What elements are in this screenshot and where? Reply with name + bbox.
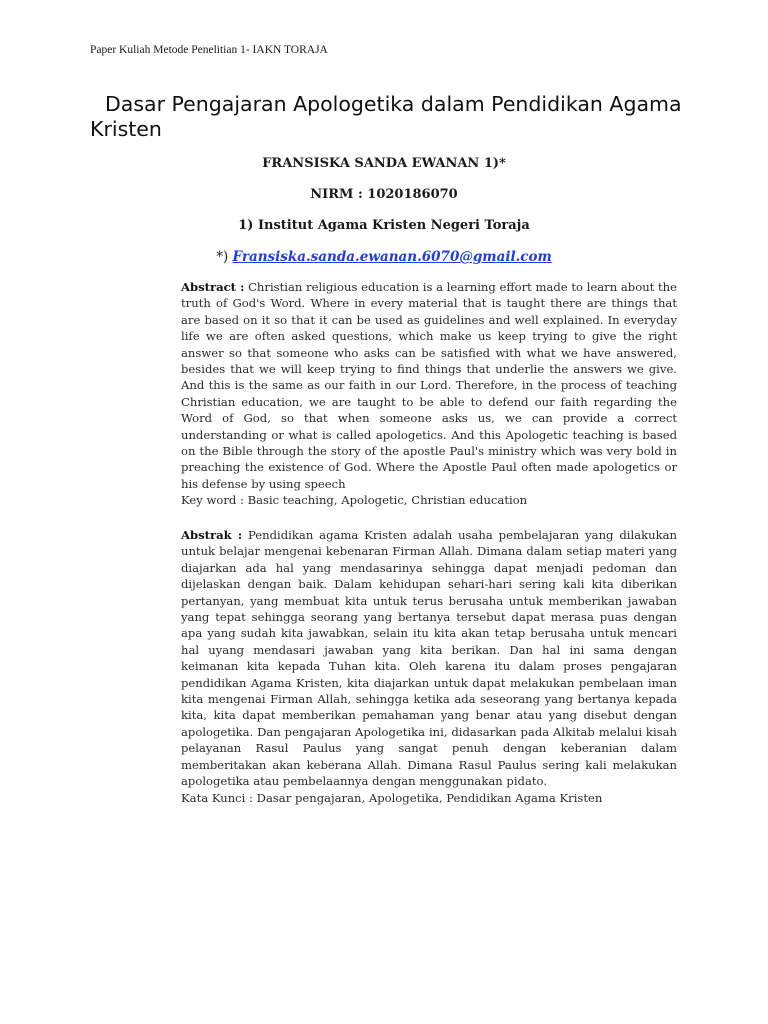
paper-title-text: Dasar Pengajaran Apologetika dalam Pendidikan Agama Kristen xyxy=(90,92,682,141)
abstract-english-text: Christian religious education is a learning effort made to learn about the truth of God's Word. Where in every material that is taught there are things that are based on it so that it can be used as guidelines and well explained. In everyday life we are often asked questions, which make us keep trying to give the right answer so that someone who asks can be satisfied with what we have answered, besides that we will keep trying to find things that underlie the answers we give. And this is the same as our faith in our Lord. Therefore, in the process of teaching Christian education, we are taught to be able to defend our faith regarding the Word of God, so that when someone asks us, we can provide a correct understanding or what is called apologetics. And this Apologetic teaching is based on the Bible through the story of the apostle Paul's ministry which was very bold in preaching the existence of God. Where the Apostle Paul often made apologetics or his defense by using speech xyxy=(181,280,677,491)
author-name: FRANSISKA SANDA EWANAN 1)* xyxy=(262,156,506,171)
abstract-indonesian-label: Abstrak : xyxy=(181,528,243,542)
keywords-indonesian: Kata Kunci : Dasar pengajaran, Apologetika, Pendidikan Agama Kristen xyxy=(181,790,603,805)
abstract-indonesian-paragraph xyxy=(181,527,677,790)
email-prefix: *) xyxy=(216,249,229,265)
author-nirm: NIRM : 1020186070 xyxy=(310,187,458,202)
keywords-english: Key word : Basic teaching, Apologetic, Christian education xyxy=(181,493,528,508)
abstract-english-label: Abstract : xyxy=(181,280,245,294)
paper-title xyxy=(90,92,690,142)
running-header: Paper Kuliah Metode Penelitian 1- IAKN TORAJA xyxy=(90,44,328,56)
email-line xyxy=(0,249,768,265)
abstract-indonesian xyxy=(181,527,677,806)
email-link[interactable]: Fransiska.sanda.ewanan.6070@gmail.com xyxy=(232,249,552,265)
abstract-indonesian-text: Pendidikan agama Kristen adalah usaha pembelajaran yang dilakukan untuk belajar mengenai kebenaran Firman Allah. Dimana dalam setiap materi yang diajarkan ada hal yang mendasarinya sehingga dapat menjadi pedoman dan dijelaskan dengan baik. Dalam kehidupan sehari-hari sering kali kita diberikan pertanyan, yang membuat kita untuk terus berusaha untuk memberikan jawaban yang tepat sehingga seorang yang bertanya tersebut dapat merasa puas dengan apa yang sudah kita jawabkan, selain itu kita akan tetap berusaha untuk mencari hal uyang mendasari jawaban yang kita berikan. Dan hal ini sama dengan keimanan kita kepada Tuhan kita. Oleh karena itu dalam proses pengajaran pendidikan Agama Kristen, kita diajarkan untuk dapat melakukan pembelaan iman kita mengenai Firman Allah, sehingga ketika ada seseorang yang bertanya kepada kita, kita dapat memberikan pemahaman yang benar atau yang disebut dengan apologetika. Dan pengajaran Apologetika ini, didasarkan pada Alkitab melalui kisah pelayanan Rasul Paulus yang sangat penuh dengan keberanian dalam memberitakan akan keberana Allah. Dimana Rasul Paulus sering kali melakukan apologetika atau pembelaannya dengan menggunakan pidato. xyxy=(181,528,677,789)
abstract-english xyxy=(181,279,677,509)
abstract-english-paragraph xyxy=(181,279,677,492)
author-affiliation: 1) Institut Agama Kristen Negeri Toraja xyxy=(238,218,530,233)
